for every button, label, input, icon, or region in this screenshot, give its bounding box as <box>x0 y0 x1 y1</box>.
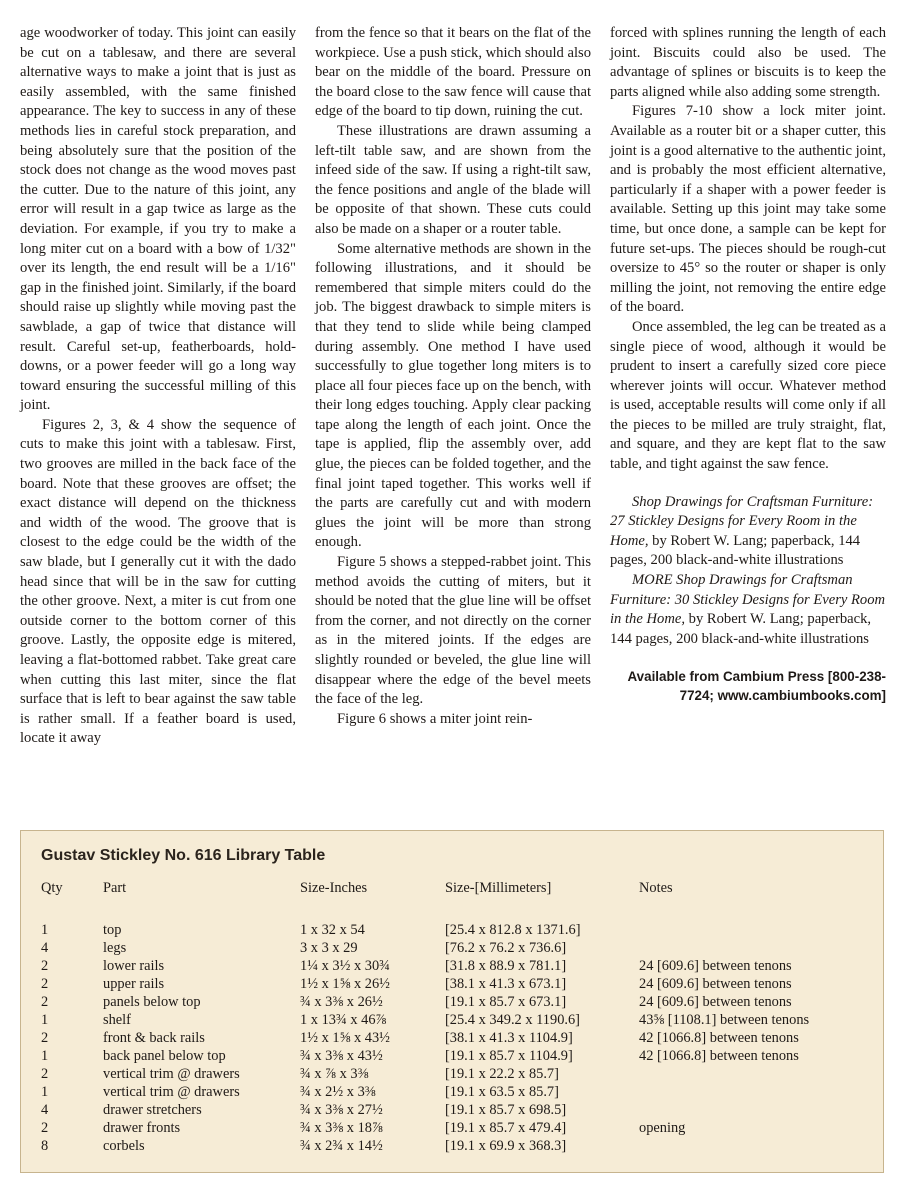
cell-size-inches: 1 x 32 x 54 <box>300 922 365 938</box>
cell-qty: 2 <box>41 1120 49 1136</box>
cell-notes <box>639 939 861 957</box>
cell-size-mm: [19.1 x 85.7 x 1104.9] <box>445 1048 573 1064</box>
cell-part: shelf <box>103 1012 131 1028</box>
book-reference <box>610 493 886 571</box>
cell-size-inches: ¾ x 2¾ x 14½ <box>300 1138 383 1154</box>
cut-list-title: Gustav Stickley No. 616 Library Table <box>41 847 326 864</box>
cell-notes <box>639 921 861 939</box>
cell-size-inches: ¾ x ⅞ x 3⅜ <box>300 1066 369 1082</box>
cell-part: lower rails <box>103 958 165 974</box>
table-row <box>41 1029 861 1047</box>
cell-notes: 24 [609.6] between tenons <box>639 958 792 974</box>
cell-notes <box>639 1065 861 1083</box>
table-row <box>41 975 861 993</box>
cell-notes: 42 [1066.8] between tenons <box>639 1030 799 1046</box>
column-header-size-inches: Size-Inches <box>300 879 368 896</box>
cell-size-mm: [19.1 x 85.7 x 698.5] <box>445 1102 567 1118</box>
cell-notes <box>639 1083 861 1101</box>
book-reference <box>610 571 886 649</box>
table-row <box>41 921 861 939</box>
cell-notes <box>639 1137 861 1155</box>
cell-size-inches: 1 x 13¾ x 46⅞ <box>300 1012 387 1028</box>
table-row <box>41 1011 861 1029</box>
cell-size-mm: [19.1 x 63.5 x 85.7] <box>445 1084 559 1100</box>
cell-size-mm: [19.1 x 85.7 x 479.4] <box>445 1120 567 1136</box>
table-row <box>41 1137 861 1155</box>
paragraph: from the fence so that it bears on the flat of the workpiece. Use a push stick, which should also bear on the middle of the board. Pressure on the board close to the saw fence will cause that edge of the board to tip down, ruining the cut. <box>315 25 592 120</box>
article-column-2 <box>315 24 591 729</box>
cell-size-mm: [19.1 x 22.2 x 85.7] <box>445 1066 559 1082</box>
paragraph: Figures 2, 3, & 4 show the sequence of cuts to make this joint with a tablesaw. First, two grooves are milled in the back face of the board. Note that these grooves are offset; the exact distance will depend on the thickness and width of the wood. The groove that is closest to the edge could be the width of the saw blade, but I generally cut it with the dado head since that will be in the saw for cutting the other groove. Next, a miter is cut from one outside corner to the bottom corner of this groove. Lastly, the opposite edge is mitered, leaving a flat-bottomed rabbet. Take great care when cutting this last miter, since the flat surface that is left to bear against the saw table is rather small. If a feather board is used, locate it away <box>20 416 296 747</box>
cell-qty: 1 <box>41 922 49 938</box>
column-header-notes: Notes <box>639 879 673 896</box>
cell-size-mm: [38.1 x 41.3 x 673.1] <box>445 976 567 992</box>
cut-list-table <box>41 879 861 1155</box>
cell-size-mm: [19.1 x 69.9 x 368.3] <box>445 1138 567 1154</box>
cell-qty: 2 <box>41 1030 49 1046</box>
cell-size-inches: 3 x 3 x 29 <box>300 940 358 956</box>
cell-qty: 2 <box>41 994 49 1010</box>
cell-part: panels below top <box>103 994 201 1010</box>
cell-size-inches: 1¼ x 3½ x 30¾ <box>300 958 390 974</box>
cell-qty: 2 <box>41 976 49 992</box>
table-row <box>41 1083 861 1101</box>
cell-qty: 1 <box>41 1012 49 1028</box>
cell-part: vertical trim @ drawers <box>103 1084 240 1100</box>
cut-list-panel <box>20 830 884 1173</box>
cell-size-inches: ¾ x 3⅜ x 43½ <box>300 1048 383 1064</box>
cell-qty: 2 <box>41 958 49 974</box>
cell-qty: 8 <box>41 1138 49 1154</box>
table-row <box>41 939 861 957</box>
table-row <box>41 957 861 975</box>
paragraph: Some alternative methods are shown in the following illustrations, and it should be remembered that simple miters could do the job. The biggest drawback to simple miters is that they tend to slide while being clamped during assembly. One method I have used successfully to glue together long miters is to place all four pieces face up on the bench, with their long edges touching. Apply clear packing tape along the length of each joint. Once the tape is applied, flip the assembly over, add glue, the pieces can be folded together, and the final joint taped together. This works well if the parts are carefully cut and with modern glues the joint will be more than strong enough. <box>315 240 591 551</box>
cell-part: vertical trim @ drawers <box>103 1066 240 1082</box>
cell-qty: 1 <box>41 1084 49 1100</box>
table-row <box>41 1047 861 1065</box>
cell-qty: 4 <box>41 1102 49 1118</box>
cell-part: corbels <box>103 1138 145 1154</box>
article-column-1 <box>20 24 296 749</box>
cell-notes <box>639 1101 861 1119</box>
cell-size-mm: [25.4 x 812.8 x 1371.6] <box>445 922 581 938</box>
cell-part: drawer fronts <box>103 1120 181 1136</box>
cell-part: drawer stretchers <box>103 1102 202 1118</box>
cell-notes: 24 [609.6] between tenons <box>639 976 792 992</box>
cell-qty: 1 <box>41 1048 49 1064</box>
cell-qty: 2 <box>41 1066 49 1082</box>
cell-size-inches: ¾ x 2½ x 3⅜ <box>300 1084 376 1100</box>
cell-part: top <box>103 922 122 938</box>
paragraph: forced with splines running the length of each joint. Biscuits could also be used. The advantage of splines or biscuits is to keep the parts aligned while also adding some strength. <box>610 25 886 100</box>
cell-notes: 24 [609.6] between tenons <box>639 994 792 1010</box>
cell-size-mm: [19.1 x 85.7 x 673.1] <box>445 994 567 1010</box>
paragraph: Figures 7-10 show a lock miter joint. Available as a router bit or a shaper cutter, this joint is a good alternative to the authentic joint, and is probably the most efficient alternative, particularly if a shaper with a power feeder is available. Setting up this joint may take some time, but once done, a sample can be kept for future set-ups. The pieces should be rough-cut oversize to 45° so the router or shaper is only milling the joint, not removing the entire edge of the board. <box>610 103 886 316</box>
book-title: MORE Shop Drawings for Craftsman Furniture: 30 Stickley Designs for Every Room in the Home, <box>610 572 886 628</box>
table-row <box>41 1101 861 1119</box>
cell-size-inches: ¾ x 3⅜ x 26½ <box>300 994 383 1010</box>
paragraph: Figure 5 shows a stepped-rabbet joint. This method avoids the cutting of miters, but it should be noted that the glue line will be offset from the corner, and not directly on the corner as in the mitered joints. If the edges are slightly rounded or beveled, the glue line will disappear where the edge of the bevel meets the face of the leg. <box>315 554 591 708</box>
paragraph: Once assembled, the leg can be treated as a single piece of wood, although it would be prudent to insert a carefully sized core piece wherever joints will occur. Whatever method is used, acceptable results will come only if all the pieces to be milled are truly straight, flat, and square, and they are kept flat to the saw table, and tight against the saw fence. <box>610 318 886 473</box>
book-title: Shop Drawings for Craftsman Furniture: 27 Stickley Designs for Every Room in the Home, <box>610 493 874 549</box>
column-header-part: Part <box>103 879 127 896</box>
paragraph: age woodworker of today. This joint can easily be cut on a tablesaw, and there are several alternative ways to make a joint that is just as easily assembled, with the same finished appearance. The key to success in any of these methods lies in careful stock preparation, and being absolutely sure that the position of the stock does not change as the wood moves past the cutter. Due to the nature of this joint, any error will result in a gap twice as large as the deviation. For example, if you try to make a long miter cut on a board with a bow of 1/32" over its length, the end result will be a 1/16" gap in the finished joint. Similarly, if the board should raise up slightly while moving past the sawblade, a gap of twice that distance will result. Careful set-up, featherboards, hold-downs, or a power feeder will go a long way toward ensuring the successful milling of this joint. <box>20 25 296 414</box>
cell-size-inches: ¾ x 3⅜ x 27½ <box>300 1102 383 1118</box>
cell-part: upper rails <box>103 976 165 992</box>
table-header-row <box>41 879 861 921</box>
table-row <box>41 993 861 1011</box>
table-row <box>41 1065 861 1083</box>
cell-size-mm: [25.4 x 349.2 x 1190.6] <box>445 1012 580 1028</box>
cell-notes: 43⅝ [1108.1] between tenons <box>639 1012 810 1028</box>
cell-part: front & back rails <box>103 1030 205 1046</box>
cell-size-mm: [76.2 x 76.2 x 736.6] <box>445 940 567 956</box>
cell-notes: opening <box>639 1120 686 1136</box>
cell-size-mm: [38.1 x 41.3 x 1104.9] <box>445 1030 573 1046</box>
availability-note: Available from Cambium Press [800-238-7724; www.cambiumbooks.com] <box>627 669 886 704</box>
cell-part: legs <box>103 940 127 956</box>
cell-part: back panel below top <box>103 1048 226 1064</box>
cell-size-inches: 1½ x 1⅝ x 26½ <box>300 976 390 992</box>
article-column-3 <box>610 24 886 705</box>
cell-size-inches: ¾ x 3⅜ x 18⅞ <box>300 1120 383 1136</box>
cell-size-inches: 1½ x 1⅝ x 43½ <box>300 1030 390 1046</box>
cell-notes: 42 [1066.8] between tenons <box>639 1048 799 1064</box>
book-details: by Robert W. Lang; paperback, 144 pages, 200 black-and-white illustrations <box>610 611 872 647</box>
table-row <box>41 1119 861 1137</box>
paragraph: Figure 6 shows a miter joint rein- <box>337 710 533 727</box>
cell-qty: 4 <box>41 940 49 956</box>
book-details: by Robert W. Lang; paperback, 144 pages, 200 black-and-white illustrations <box>610 532 861 569</box>
paragraph: These illustrations are drawn assuming a left-tilt table saw, and are shown from the infeed side of the saw. If using a right-tilt saw, the fence positions and angle of the blade will be opposite of that shown. These cuts could also be made on a shaper or a router table. <box>315 122 591 237</box>
column-header-size-mm: Size-[Millimeters] <box>445 879 552 896</box>
column-header-qty: Qty <box>41 879 63 896</box>
cell-size-mm: [31.8 x 88.9 x 781.1] <box>445 958 567 974</box>
